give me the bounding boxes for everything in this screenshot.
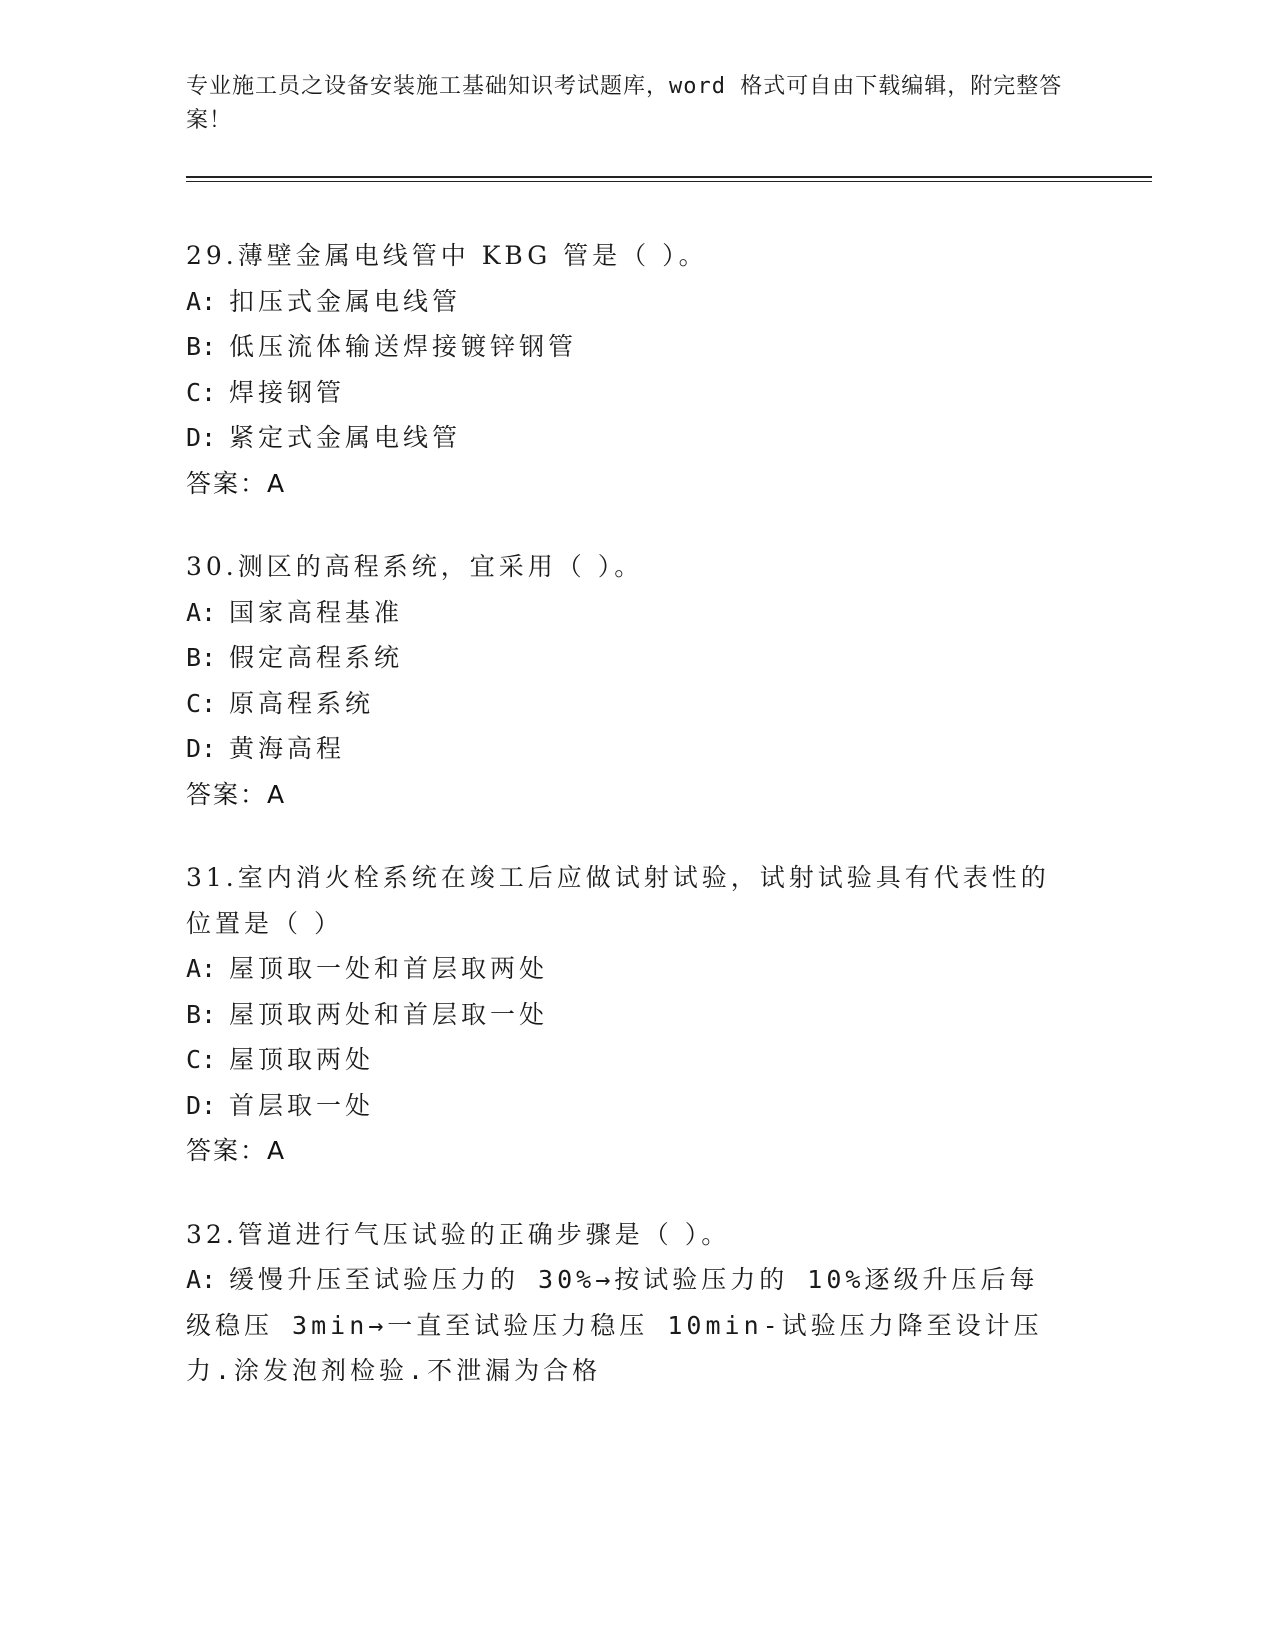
option-text: 屋顶取两处 — [229, 1045, 375, 1074]
question-30 — [186, 544, 1086, 817]
option-a — [186, 946, 1066, 992]
option-letter: A: — [186, 286, 217, 316]
option-text: 首层取一处 — [229, 1090, 375, 1120]
question-stem: 30.测区的高程系统，宜采用（ ）。 — [186, 552, 644, 581]
option-b — [186, 635, 1066, 681]
option-letter: A: — [186, 1265, 217, 1294]
option-text: 扣压式金属电线管 — [229, 286, 462, 316]
option-letter: C: — [186, 688, 217, 718]
question-31 — [186, 855, 1086, 1174]
option-d — [186, 415, 1066, 461]
option-letter: D: — [186, 423, 217, 452]
option-letter: A: — [186, 597, 217, 627]
option-letter: C: — [186, 377, 217, 407]
question-list — [186, 233, 1086, 1432]
option-letter: C: — [186, 1045, 217, 1074]
option-text: 原高程系统 — [229, 688, 375, 718]
option-b — [186, 324, 1066, 370]
question-32 — [186, 1212, 1086, 1394]
option-text: 低压流体输送焊接镀锌钢管 — [229, 332, 578, 361]
option-text: 焊接钢管 — [229, 377, 346, 407]
answer-line: 答案：A — [186, 468, 287, 498]
option-letter: B: — [186, 999, 217, 1029]
option-letter: B: — [186, 643, 217, 672]
option-text: 假定高程系统 — [229, 643, 404, 672]
question-stem: 29.薄壁金属电线管中 KBG 管是（ ）。 — [186, 241, 708, 270]
answer-line: 答案：A — [186, 779, 287, 809]
option-text: 国家高程基准 — [229, 597, 404, 627]
option-c — [186, 370, 1066, 416]
option-text: 屋顶取两处和首层取一处 — [229, 999, 549, 1029]
document-header: 专业施工员之设备安装施工基础知识考试题库，word 格式可自由下载编辑，附完整答案！ — [186, 74, 1063, 133]
option-text: 紧定式金属电线管 — [229, 423, 462, 452]
header-divider-thick — [186, 176, 1152, 178]
question-stem: 31.室内消火栓系统在竣工后应做试射试验，试射试验具有代表性的位置是（ ） — [186, 863, 1050, 938]
option-text: 屋顶取一处和首层取两处 — [229, 954, 549, 983]
question-stem: 32.管道进行气压试验的正确步骤是（ ）。 — [186, 1219, 731, 1249]
option-a — [186, 590, 1066, 636]
question-29 — [186, 233, 1086, 506]
option-d — [186, 1083, 1066, 1129]
option-b — [186, 992, 1066, 1038]
option-d — [186, 726, 1066, 772]
option-text: 黄海高程 — [229, 734, 346, 763]
option-letter: A: — [186, 954, 217, 983]
answer-line: 答案：A — [186, 1136, 287, 1165]
option-text: 缓慢升压至试验压力的 30%→按试验压力的 10%逐级升压后每级稳压 3min→一直至试验压力稳压 10min-试验压力降至设计压力.涂发泡剂检验.不泄漏为合格 — [186, 1265, 1043, 1385]
option-letter: D: — [186, 1090, 217, 1120]
option-a — [186, 279, 1066, 325]
option-letter: B: — [186, 332, 217, 361]
option-letter: D: — [186, 734, 217, 763]
option-c — [186, 681, 1066, 727]
option-c — [186, 1037, 1066, 1083]
header-divider-thin — [186, 181, 1152, 182]
option-a — [186, 1257, 1066, 1394]
